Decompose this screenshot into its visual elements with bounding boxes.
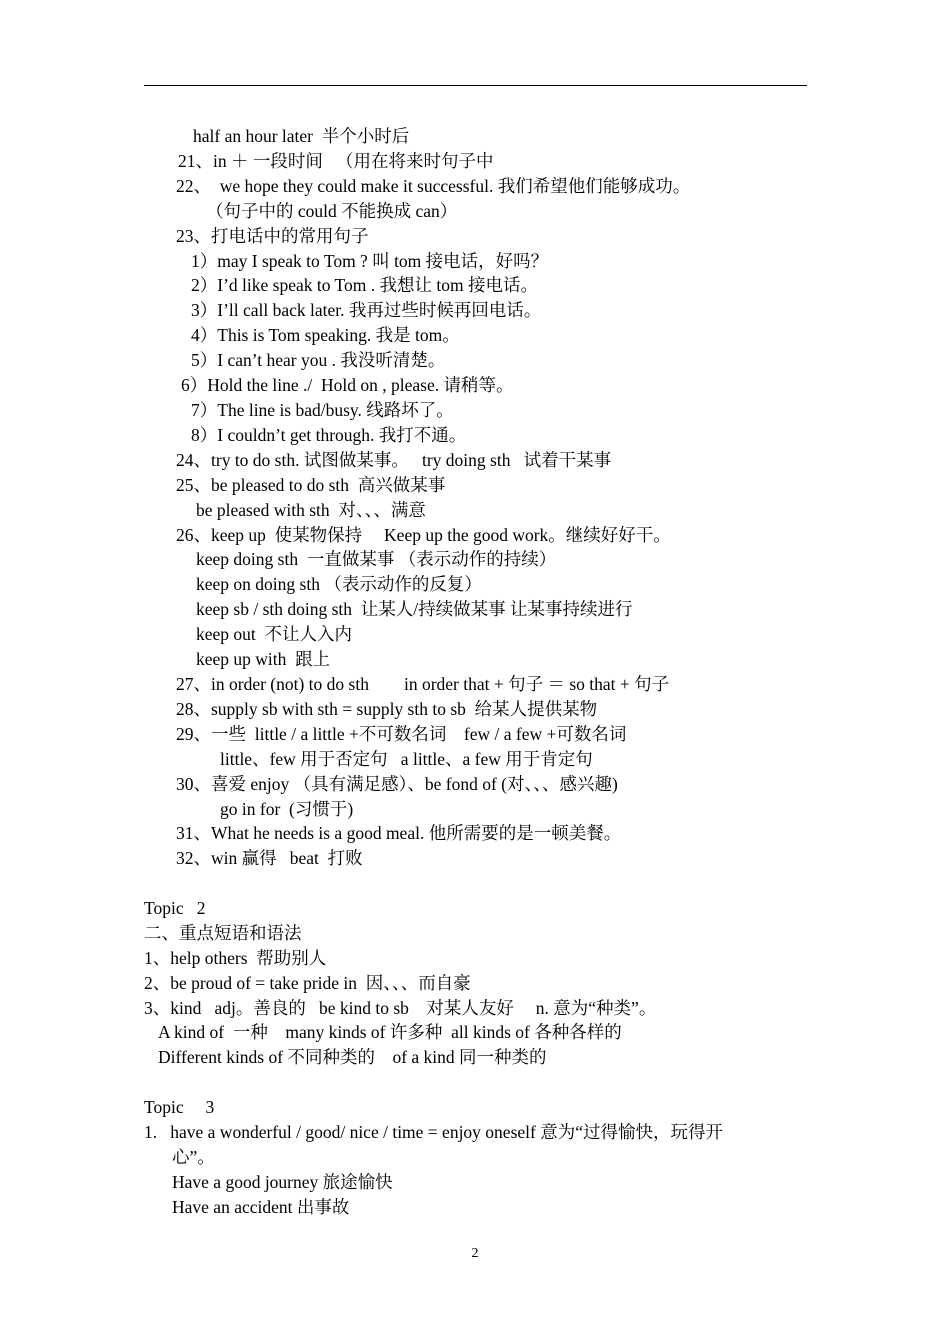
text-line: 5）I can’t hear you . 我没听清楚。 bbox=[191, 350, 446, 370]
text-line: 4）This is Tom speaking. 我是 tom。 bbox=[191, 325, 460, 345]
text-line: 26、keep up 使某物保持 Keep up the good work。继续好好干。 bbox=[176, 525, 671, 545]
text-line: 21、in ＋ 一段时间 （用在将来时句子中 bbox=[178, 151, 494, 171]
text-line: 3、kind adj。善良的 be kind to sb 对某人友好 n. 意为“种类”。 bbox=[144, 998, 657, 1018]
text-line: keep sb / sth doing sth 让某人/持续做某事 让某事持续进行 bbox=[196, 599, 633, 619]
header-rule bbox=[144, 85, 807, 86]
text-line: 二、重点短语和语法 bbox=[144, 923, 302, 943]
page-number: 2 bbox=[471, 1246, 479, 1261]
text-line: be pleased with sth 对、、、满意 bbox=[196, 500, 426, 520]
text-line: 30、喜爱 enjoy （具有满足感）、be fond of (对、、、感兴趣) bbox=[176, 774, 618, 794]
text-line: 24、try to do sth. 试图做某事。 try doing sth 试着干某事 bbox=[176, 450, 612, 470]
text-line: A kind of 一种 many kinds of 许多种 all kinds of 各种各样的 bbox=[158, 1022, 622, 1042]
text-line: 27、in order (not) to do sth in order that + 句子 ＝ so that + 句子 bbox=[176, 674, 670, 694]
text-line: 31、What he needs is a good meal. 他所需要的是一顿美餐。 bbox=[176, 823, 622, 843]
text-line: 1、help others 帮助别人 bbox=[144, 948, 327, 968]
text-line: keep on doing sth （表示动作的反复） bbox=[196, 574, 482, 594]
text-line: keep up with 跟上 bbox=[196, 649, 331, 669]
text-line: little、few 用于否定句 a little、a few 用于肯定句 bbox=[220, 749, 593, 769]
text-line: 23、打电话中的常用句子 bbox=[176, 226, 369, 246]
text-line: 8）I couldn’t get through. 我打不通。 bbox=[191, 425, 467, 445]
text-line: Have an accident 出事故 bbox=[172, 1197, 350, 1217]
text-line: 1）may I speak to Tom ? 叫 tom 接电话，好吗？ bbox=[191, 251, 549, 271]
text-line: （句子中的 could 不能换成 can） bbox=[206, 201, 458, 221]
text-line: keep out 不让人入内 bbox=[196, 624, 353, 644]
text-line: 2、be proud of = take pride in 因、、、而自豪 bbox=[144, 973, 471, 993]
text-line: go in for (习惯于) bbox=[220, 799, 354, 819]
text-line: 7）The line is bad/busy. 线路坏了。 bbox=[191, 400, 454, 420]
section-heading: Topic 3 bbox=[144, 1097, 215, 1117]
text-line: 3）I’ll call back later. 我再过些时候再回电话。 bbox=[191, 300, 542, 320]
text-line: 28、supply sb with sth = supply sth to sb 给某人提供某物 bbox=[176, 699, 598, 719]
text-line: 1. have a wonderful / good/ nice / time = enjoy oneself 意为“过得愉快，玩得开 bbox=[144, 1122, 723, 1142]
text-line: Different kinds of 不同种类的 of a kind 同一种类的 bbox=[158, 1047, 547, 1067]
text-line: 25、be pleased to do sth 高兴做某事 bbox=[176, 475, 446, 495]
text-line: 32、win 赢得 beat 打败 bbox=[176, 848, 363, 868]
text-line: half an hour later 半个小时后 bbox=[193, 126, 410, 146]
text-line: 心”。 bbox=[172, 1147, 215, 1167]
text-line: 2）I’d like speak to Tom . 我想让 tom 接电话。 bbox=[191, 275, 538, 295]
text-line: 6）Hold the line ./ Hold on , please. 请稍等。 bbox=[181, 375, 514, 395]
text-line: 29、一些 little / a little +不可数名词 few / a few +可数名词 bbox=[176, 724, 627, 744]
section-heading: Topic 2 bbox=[144, 898, 206, 918]
text-line: 22、 we hope they could make it successful. 我们希望他们能够成功。 bbox=[176, 176, 691, 196]
text-line: keep doing sth 一直做某事 （表示动作的持续） bbox=[196, 549, 557, 569]
text-line: Have a good journey 旅途愉快 bbox=[172, 1172, 393, 1192]
